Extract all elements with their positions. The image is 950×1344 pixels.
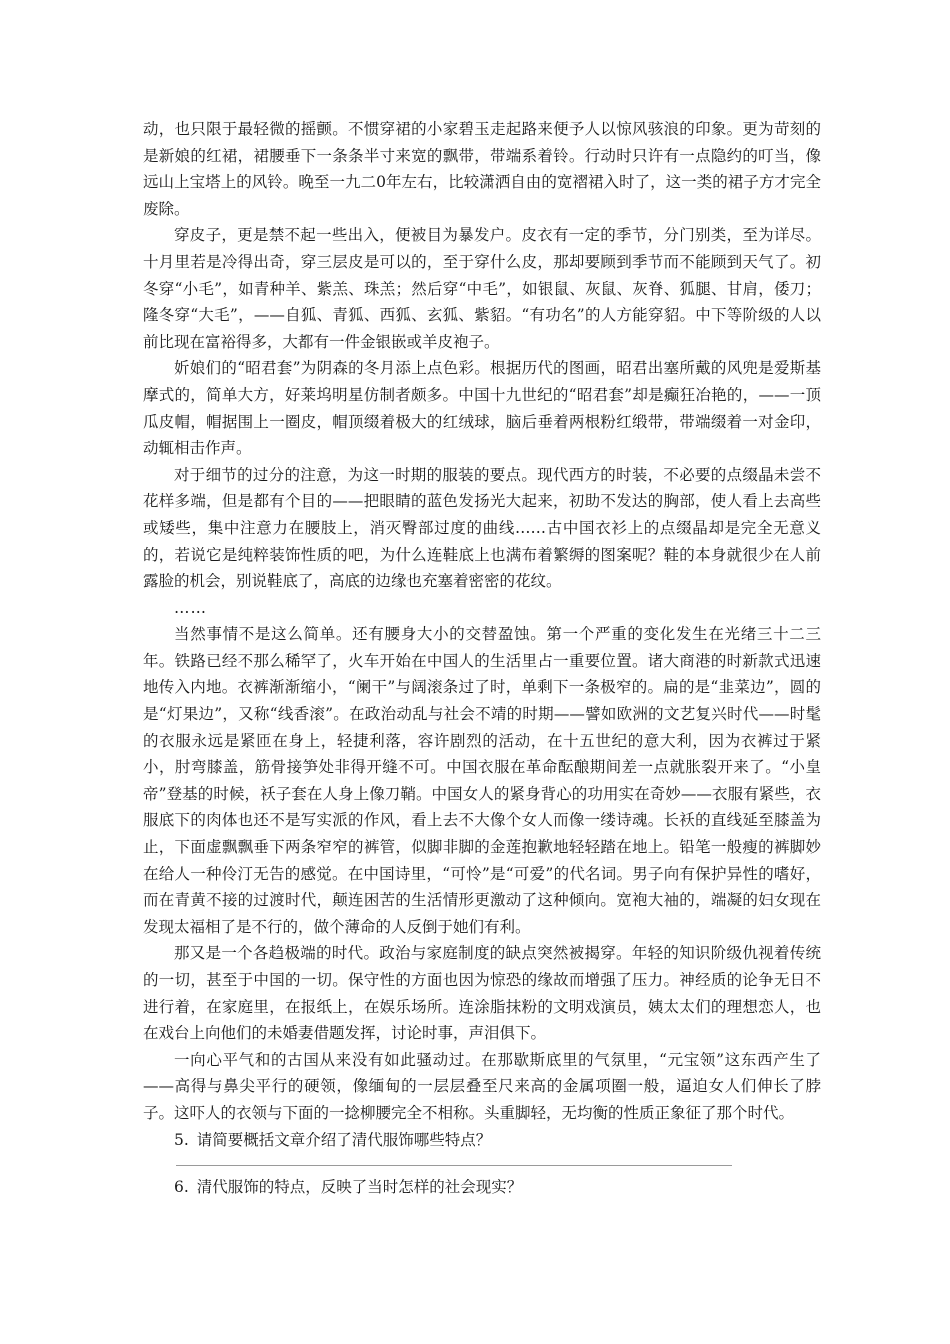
- answer-line[interactable]: [176, 1165, 732, 1166]
- question-text: 清代服饰的特点，反映了当时怎样的社会现实？: [196, 1178, 523, 1197]
- paragraph-tightening: 当然事情不是这么简单。还有腰身大小的交替盈蚀。第一个严重的变化发生在光绪三十二三年。铁路已经不那么稀罕了，火车开始在中国人的生活里占一重要位置。诸大商港的时新款式迅速地传入内地。衣裤渐渐缩小，“阑干”与阔滚条过了时，单剩下一条极窄的。扁的是“韭菜边”，圆的是“灯果边”，又称“线香滚”。在政治动乱与社会不靖的时期——譬如欧洲的文艺复兴时代——时髦的衣服永远是紧匝在身上，轻捷利落，容许剧烈的活动，在十五世纪的意大利，因为衣裤过于紧小，肘弯膝盖，筋骨接笋处非得开缝不可。中国衣服在革命酝酿期间差一点就胀裂开来了。“小皇帝”登基的时候，袄子套在人身上像刀鞘。中国女人的紧身背心的功用实在奇妙——衣服有紧些，衣服底下的肉体也还不是写实派的作风，看上去不大像个女人而像一缕诗魂。长袄的直线延至膝盖为止，下面虚飘飘垂下两条窄窄的裤管，似脚非脚的金莲抱歉地轻轻踏在地上。铅笔一般瘦的裤脚妙在给人一种伶汀无告的感觉。在中国诗里，“可怜”是“可爱”的代名词。男子向有保护异性的嗜好，而在青黄不接的过渡时代，颠连困苦的生活情形更激动了这种倾向。宽袍大袖的，端凝的妇女现在发现太福相了是不行的，做个薄命的人反倒于她们有利。: [143, 625, 821, 936]
- paragraph-zhaojun-hood: 妡娘们的“昭君套”为阴森的冬月添上点色彩。根据历代的图画，昭君出塞所戴的风兜是爱斯基摩式的，简单大方，好莱坞明星仿制者颇多。中国十九世纪的“昭君套”却是癫狂冶艳的，——一顶瓜皮帽，帽据围上一圈皮，帽顶缀着极大的红绒球，脑后垂着两根粉红缎带，带端缀着一对金印，动辄相击作声。: [143, 359, 821, 458]
- paragraph-furs: 穿皮子，更是禁不起一些出入，便被目为暴发户。皮衣有一定的季节，分门别类，至为详尽。十月里若是冷得出奇，穿三层皮是可以的，至于穿什么皮，那却要顾到季节而不能顾到天气了。初冬穿“小毛”，如青种羊、紫羔、珠羔；然后穿“中毛”，如银鼠、灰鼠、灰脊、狐腿、甘肩，倭刀；隆冬穿“大毛”，——自狐、青狐、西狐、玄狐、紫貂。“有功名”的人方能穿貂。中下等阶级的人以前比现在富裕得多，大都有一件金银嵌或羊皮袍子。: [143, 226, 821, 351]
- question-text: 请简要概括文章介绍了清代服饰哪些特点？: [196, 1130, 492, 1149]
- omission-mark: ……: [174, 598, 207, 617]
- document-page: [143, 116, 821, 1201]
- question-number: 5.: [174, 1130, 189, 1149]
- question-6: [143, 1174, 821, 1201]
- paragraph-details: 对于细节的过分的注意，为这一时期的服装的要点。现代西方的时装，不必要的点缀晶未尝不花样多端，但是都有个目的——把眼睛的蓝色发扬光大起来，初助不发达的胸部，使人看上去高些或矮些，集中注意力在腰肢上，消灭臀部过度的曲线……古中国衣衫上的点缀晶却是完全无意义的，若说它是纯粹装饰性质的吧，为什么连鞋底上也满布着繁缛的图案呢？鞋的本身就很少在人前露脸的机会，别说鞋底了，高底的边缘也充塞着密密的花纹。: [143, 465, 821, 591]
- question-number: 6.: [174, 1178, 189, 1197]
- paragraph-extremes: 那又是一个各趋极端的时代。政治与家庭制度的缺点突然被揭穿。年轻的知识阶级仇视着传统的一切，甚至于中国的一切。保守性的方面也因为惊恐的缘故而增强了压力。神经质的论争无日不进行着，在家庭里，在报纸上，在娱乐场所。连涂脂抹粉的文明戏演员，姨太太们的理想恋人，也在戏台上向他们的未婚妻借题发挥，讨论时事，声泪俱下。: [143, 944, 821, 1043]
- paragraph-skirts: 动，也只限于最轻微的摇颤。不惯穿裙的小家碧玉走起路来便予人以惊风骇浪的印象。更为苛刻的是新娘的红裙，裙腰垂下一条条半寸来宽的飘带，带端系着铃。行动时只许有一点隐约的叮当，像远山上宝塔上的风铃。晚至一九二0年左右，比较潇洒自由的宽褶裙入时了，这一类的裙子方才完全废除。: [143, 120, 821, 218]
- paragraph-collar: 一向心平气和的古国从来没有如此骚动过。在那歇斯底里的气氛里，“元宝领”这东西产生了——高得与鼻尖平行的硬领，像缅甸的一层层叠至尺来高的金属项圈一般，逼迫女人们伸长了脖子。这吓人的衣领与下面的一捻柳腰完全不相称。头重脚轻，无均衡的性质正象征了那个时代。: [143, 1050, 821, 1122]
- question-5: [143, 1127, 821, 1154]
